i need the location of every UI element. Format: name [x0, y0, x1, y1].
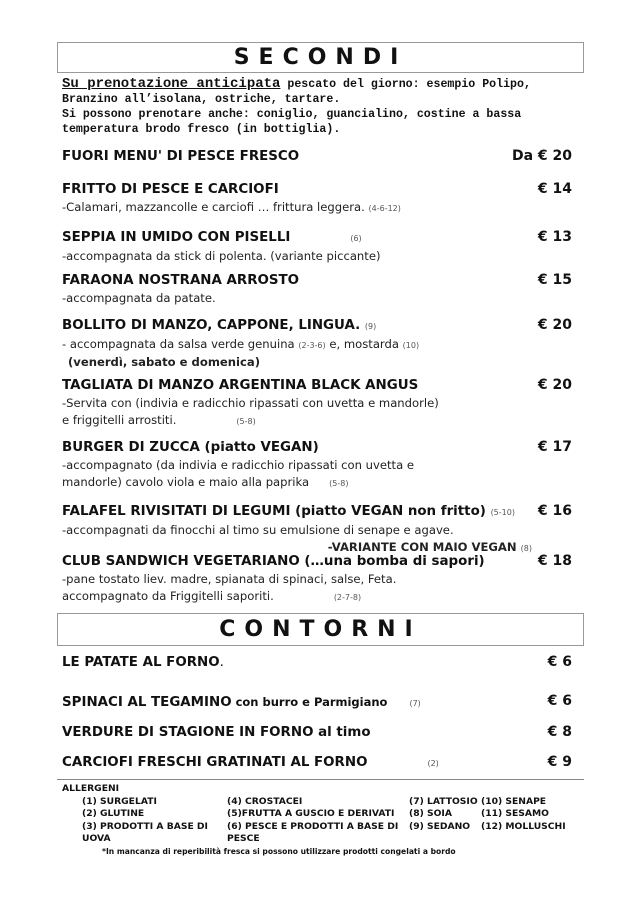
allergen: (11) SESAMO — [481, 808, 549, 819]
item-price: € 15 — [537, 272, 572, 288]
allergen-row — [62, 796, 566, 809]
item-allergens: (5-10) — [490, 508, 515, 517]
menu-item — [62, 553, 572, 606]
allergen: (3) PRODOTTI A BASE DI UOVA — [82, 820, 208, 844]
item-desc: -Servita con (indivia e radicchio ripassati con uvetta e mandorle) — [62, 396, 439, 410]
menu-item — [62, 148, 572, 166]
item-price: € 6 — [547, 693, 572, 709]
item-allergens: (2-7-8) — [333, 593, 362, 602]
item-price: Da € 20 — [511, 148, 572, 164]
item-desc: -pane tostato liev. madre, spianata di spinaci, salse, Feta. — [62, 572, 397, 586]
allergen-footnote: *In mancanza di reperibilità fresca si possono utilizzare prodotti congelati a bordo — [102, 846, 456, 856]
item-desc: -accompagnata da stick di polenta. (variante piccante) — [62, 249, 381, 263]
item-name: LE PATATE AL FORNO — [62, 655, 220, 670]
item-suffix: . — [219, 655, 224, 670]
item-allergens: (2) — [427, 759, 439, 768]
item-desc: accompagnato da Friggitelli saporiti. — [62, 589, 274, 603]
item-price: € 8 — [547, 724, 572, 740]
item-desc: mandorle) cavolo viola e maio alla paprika — [62, 475, 310, 489]
item-price: € 9 — [547, 754, 572, 770]
item-sub: con burro e Parmigiano — [231, 695, 388, 709]
item-allergens: (7) — [409, 699, 421, 708]
item-name: VERDURE DI STAGIONE IN FORNO al timo — [62, 725, 371, 740]
item-desc: -accompagnato (da indivia e radicchio ripassati con uvetta e — [62, 458, 415, 472]
item-desc: -accompagnati da finocchi al timo su emulsione di senape e agave. — [62, 523, 454, 537]
side-item — [62, 754, 572, 773]
divider — [57, 779, 584, 780]
item-availability: (venerdì, sabato e domenica) — [68, 355, 260, 369]
item-variant: -VARIANTE CON MAIO VEGAN — [327, 540, 517, 554]
item-name: SPINACI AL TEGAMINO — [62, 695, 232, 710]
allergen-row — [62, 808, 566, 821]
item-price: € 18 — [537, 553, 572, 569]
item-name: CARCIOFI FRESCHI GRATINATI AL FORNO — [62, 755, 368, 770]
menu-item — [62, 272, 572, 307]
item-name: SEPPIA IN UMIDO CON PISELLI — [62, 230, 291, 245]
item-desc: e, mostarda — [325, 337, 399, 351]
item-price: € 14 — [537, 181, 572, 197]
item-name: FUORI MENU' DI PESCE FRESCO — [62, 149, 300, 164]
section-title-contorni: CONTORNI — [57, 613, 584, 646]
allergen: (8) SOIA — [409, 808, 452, 819]
allergen: (12) MOLLUSCHI — [481, 820, 566, 832]
item-price: € 20 — [537, 317, 572, 333]
item-allergens: (10) — [402, 341, 420, 350]
note-underlined: Su prenotazione anticipata — [62, 76, 281, 92]
note-text: temperatura brodo fresco (in bottiglia). — [62, 123, 341, 136]
item-name: BURGER DI ZUCCA (piatto VEGAN) — [62, 440, 319, 455]
reservation-note — [62, 77, 592, 137]
allergen: (6) PESCE E PRODOTTI A BASE DI PESCE — [227, 820, 399, 844]
menu-item — [62, 503, 572, 557]
side-item — [62, 654, 572, 672]
item-allergens: (5-8) — [329, 479, 349, 488]
item-allergens: (4-6-12) — [368, 204, 401, 213]
side-item — [62, 724, 572, 742]
allergen-legend — [62, 783, 566, 858]
menu-item — [62, 229, 572, 265]
allergen: (1) SURGELATI — [82, 795, 157, 807]
section-title-secondi: SECONDI — [57, 42, 584, 73]
item-allergens: (9) — [364, 322, 377, 331]
note-text: Branzino all’isolana, ostriche, tartare. — [62, 93, 341, 106]
item-desc: -Calamari, mazzancolle e carciofi … frittura leggera. — [62, 200, 365, 214]
item-name: BOLLITO DI MANZO, CAPPONE, LINGUA. — [62, 318, 361, 333]
item-desc: - accompagnata da salsa verde genuina — [62, 337, 295, 351]
allergen: (5)FRUTTA A GUSCIO E DERIVATI — [227, 808, 395, 819]
allergen: (7) LATTOSIO — [409, 795, 478, 807]
item-allergens: (8) — [520, 544, 532, 553]
item-name: FALAFEL RIVISITATI DI LEGUMI (piatto VEGAN non fritto) — [62, 504, 486, 519]
item-desc: e friggitelli arrostiti. — [62, 413, 177, 427]
item-desc: -accompagnata da patate. — [62, 291, 216, 305]
menu-item — [62, 181, 572, 217]
menu-item — [62, 439, 572, 492]
allergen: (10) SENAPE — [481, 795, 547, 807]
allergen: (2) GLUTINE — [82, 808, 145, 819]
side-item — [62, 693, 572, 713]
item-price: € 16 — [537, 503, 572, 519]
item-allergens: (5-8) — [236, 417, 256, 426]
item-allergens: (6) — [350, 234, 362, 243]
menu-item — [62, 377, 572, 430]
item-name: FARAONA NOSTRANA ARROSTO — [62, 273, 300, 288]
note-text: Si possono prenotare anche: coniglio, guancialino, costine a bassa — [62, 108, 522, 121]
allergen: (9) SEDANO — [409, 820, 471, 832]
allergen: (4) CROSTACEI — [227, 795, 303, 807]
item-name: TAGLIATA DI MANZO ARGENTINA BLACK ANGUS — [62, 378, 419, 393]
item-price: € 13 — [537, 229, 572, 245]
item-price: € 6 — [547, 654, 572, 670]
item-name: FRITTO DI PESCE E CARCIOFI — [62, 182, 279, 197]
menu-item — [62, 317, 572, 371]
item-name: CLUB SANDWICH VEGETARIANO (…una bomba di sapori) — [62, 554, 485, 569]
item-allergens: (2-3-6) — [298, 341, 326, 350]
item-price: € 17 — [537, 439, 572, 455]
item-price: € 20 — [537, 377, 572, 393]
allergen-title: ALLERGENI — [62, 783, 120, 794]
allergen-row — [62, 821, 566, 846]
note-text: pescato del giorno: esempio Polipo, — [280, 78, 531, 91]
